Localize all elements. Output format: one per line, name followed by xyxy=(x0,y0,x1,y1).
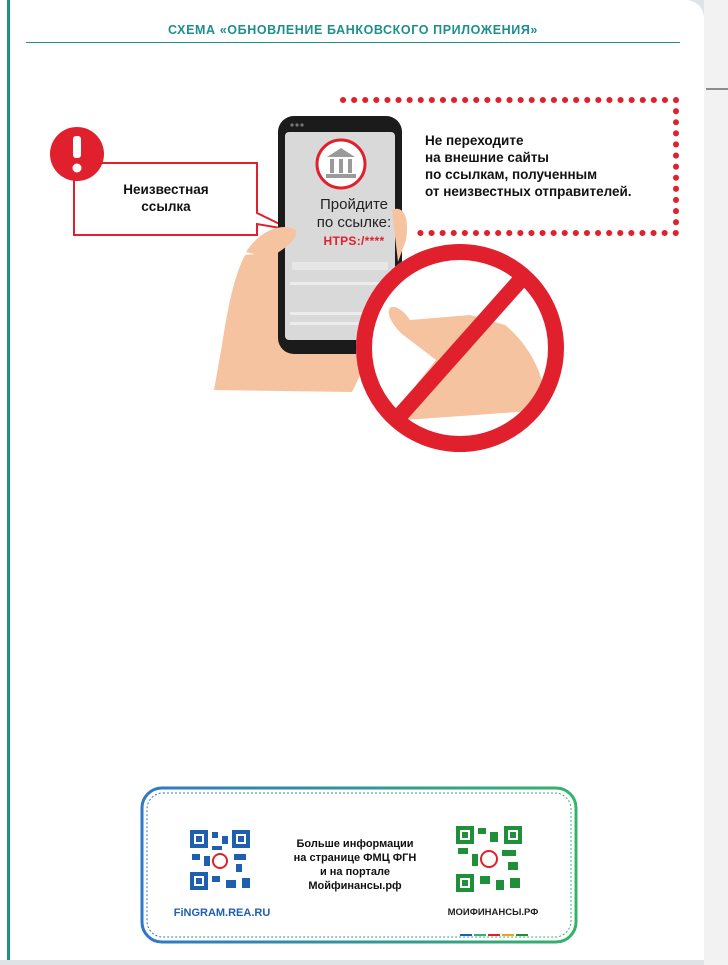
phone-message xyxy=(294,196,414,232)
unknown-link-line: Неизвестная xyxy=(123,182,209,197)
color-stripe-5 xyxy=(516,934,528,936)
warning-line: по ссылкам, полученным xyxy=(425,167,598,182)
warning-line: на внешние сайты xyxy=(425,150,549,165)
phone-dot-1 xyxy=(290,123,293,126)
bank-base xyxy=(326,174,356,178)
phone-link: HTPS:/**** xyxy=(323,234,385,248)
qr-code-fingram-icon xyxy=(190,830,250,890)
info-line: Больше информации xyxy=(296,838,414,850)
next-page-edge xyxy=(704,0,728,965)
screen-line-1 xyxy=(290,282,390,285)
color-stripe-1 xyxy=(460,934,472,936)
unknown-link-line: ссылка xyxy=(141,199,191,214)
page-title: СХЕМА «ОБНОВЛЕНИЕ БАНКОВСКОГО ПРИЛОЖЕНИЯ» xyxy=(168,23,538,37)
phone-dot-3 xyxy=(300,123,303,126)
bank-column-3 xyxy=(348,159,352,173)
moifinansy-site-link[interactable]: МОИФИНАНСЫ.РФ xyxy=(447,907,539,918)
unknown-link-label xyxy=(96,181,236,215)
color-stripe-4 xyxy=(502,934,514,936)
exclamation-dot xyxy=(73,164,82,173)
exclamation-bar xyxy=(73,136,81,158)
info-line: и на портале xyxy=(319,866,391,878)
info-text xyxy=(280,837,430,893)
bank-column-1 xyxy=(330,159,334,173)
warning-line: от неизвестных отправителей. xyxy=(425,184,632,199)
color-stripe-2 xyxy=(474,934,486,936)
phone-dot-2 xyxy=(295,123,298,126)
info-line: Мойфинансы.рф xyxy=(308,880,402,892)
qr-code-moifinansy-icon xyxy=(456,826,522,892)
warning-line: Не переходите xyxy=(425,133,524,148)
bank-column-2 xyxy=(339,159,343,173)
phone-message-line: Пройдите xyxy=(319,196,389,213)
color-stripe-3 xyxy=(488,934,500,936)
screen-block-1 xyxy=(292,262,388,270)
warning-text xyxy=(425,132,675,200)
phone-message-line: по ссылке: xyxy=(316,214,392,231)
next-page-rule xyxy=(706,88,728,90)
fingram-site-link[interactable]: FiNGRAM.REA.RU xyxy=(173,907,271,919)
info-line: на странице ФМЦ ФГН xyxy=(293,852,417,864)
